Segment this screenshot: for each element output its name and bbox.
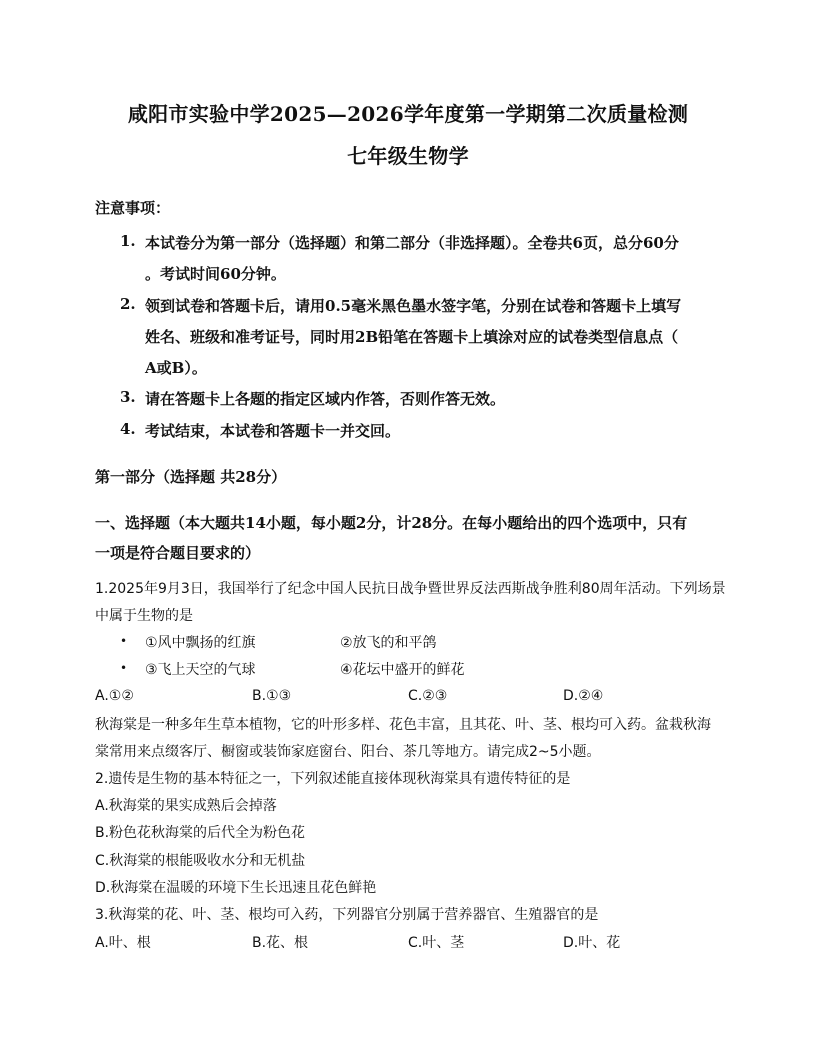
- q2-option-b: B.粉色花秋海棠的后代全为粉色花: [95, 825, 306, 841]
- notice-item-2-line-3: A或B）。: [145, 359, 207, 377]
- exam-subtitle: 七年级生物学: [347, 144, 469, 168]
- q3-option-d: D.叶、花: [563, 935, 621, 951]
- notice-item-4-line-1: 考试结束，本试卷和答题卡一并交回。: [145, 422, 401, 440]
- part1-heading: 第一部分（选择题 共28分）: [95, 468, 287, 486]
- q1-stem-line-2: 中属于生物的是: [95, 608, 193, 624]
- notice-item-2-line-1: 领到试卷和答题卡后，请用0.5毫米黑色墨水签字笔，分别在试卷和答题卡上填写: [145, 297, 682, 315]
- q3-option-a: A.叶、根: [95, 935, 151, 951]
- notice-item-4-number: 4.: [120, 420, 136, 438]
- q2-option-a: A.秋海棠的果实成熟后会掉落: [95, 798, 277, 814]
- passage-line-2: 棠常用来点缀客厅、橱窗或装饰家庭窗台、阳台、茶几等地方。请完成2~5小题。: [95, 744, 601, 760]
- q1-item-4: ④花坛中盛开的鲜花: [340, 662, 465, 678]
- q1-stem-line-1: 1.2025年9月3日，我国举行了纪念中国人民抗日战争暨世界反法西斯战争胜利80周年活动。下列场景: [95, 581, 726, 597]
- q1-item-3: ③飞上天空的气球: [145, 662, 256, 678]
- section1-line-2: 一项是符合题目要求的）: [95, 544, 261, 562]
- q1-item-2: ②放飞的和平鸽: [340, 635, 437, 651]
- q2-option-d: D.秋海棠在温暖的环境下生长迅速且花色鲜艳: [95, 880, 377, 896]
- q3-option-b: B.花、根: [252, 935, 309, 951]
- q1-bullet-icon-1: •: [120, 634, 128, 648]
- notice-item-1-line-2: 。考试时间60分钟。: [145, 265, 286, 283]
- exam-title: 咸阳市实验中学2025—2026学年度第一学期第二次质量检测: [127, 102, 689, 126]
- section1-line-1: 一、选择题（本大题共14小题，每小题2分，计28分。在每小题给出的四个选项中，只有: [95, 514, 688, 532]
- notice-heading: 注意事项：: [95, 199, 171, 217]
- notice-item-2-number: 2.: [120, 295, 136, 313]
- q1-option-a: A.①②: [95, 688, 134, 704]
- notice-item-1-line-1: 本试卷分为第一部分（选择题）和第二部分（非选择题）。全卷共6页，总分60分: [145, 234, 679, 252]
- q1-bullet-icon-2: •: [120, 661, 128, 675]
- q2-stem: 2.遗传是生物的基本特征之一，下列叙述能直接体现秋海棠具有遗传特征的是: [95, 771, 571, 787]
- notice-item-3-line-1: 请在答题卡上各题的指定区域内作答，否则作答无效。: [145, 390, 506, 408]
- notice-item-2-line-2: 姓名、班级和准考证号，同时用2B铅笔在答题卡上填涂对应的试卷类型信息点（: [145, 328, 679, 346]
- q1-option-d: D.②④: [563, 688, 604, 704]
- q2-option-c: C.秋海棠的根能吸收水分和无机盐: [95, 853, 306, 869]
- q1-option-c: C.②③: [408, 688, 448, 704]
- q1-option-b: B.①③: [252, 688, 292, 704]
- notice-item-1-number: 1.: [120, 232, 136, 250]
- notice-item-3-number: 3.: [120, 388, 136, 406]
- q3-option-c: C.叶、茎: [408, 935, 465, 951]
- q1-item-1: ①风中飘扬的红旗: [145, 635, 256, 651]
- passage-line-1: 秋海棠是一种多年生草本植物，它的叶形多样、花色丰富，且其花、叶、茎、根均可入药。盆栽秋海: [95, 717, 711, 733]
- q3-stem: 3.秋海棠的花、叶、茎、根均可入药，下列器官分别属于营养器官、生殖器官的是: [95, 907, 599, 923]
